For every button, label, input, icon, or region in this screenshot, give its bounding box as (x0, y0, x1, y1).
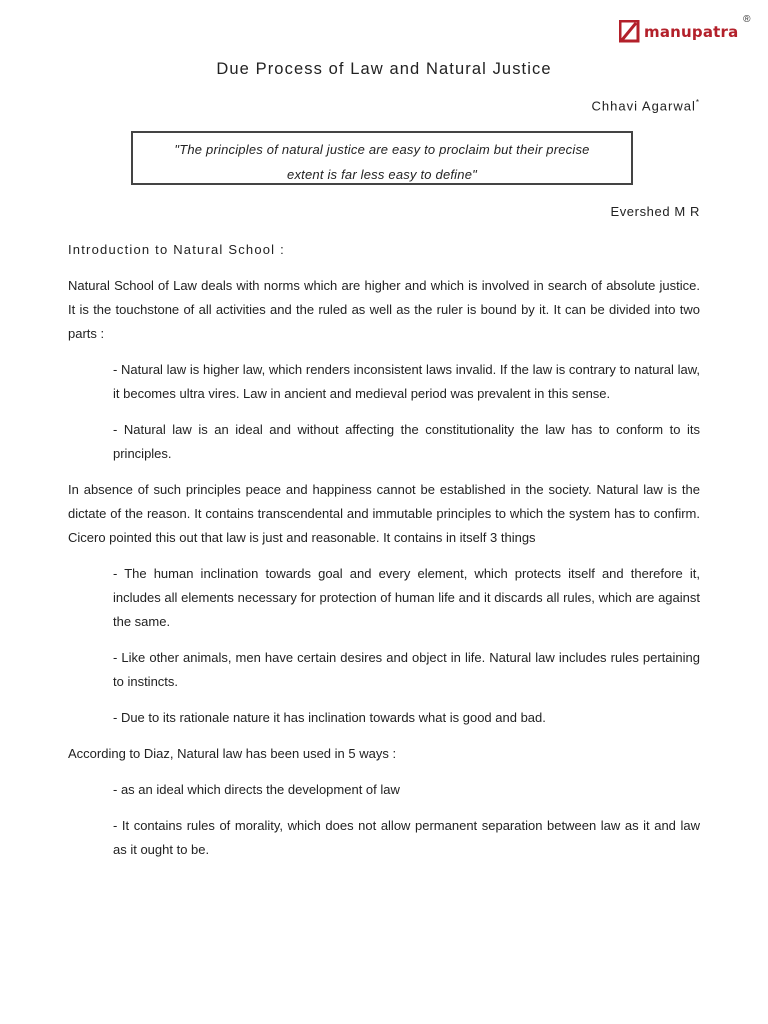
bullet-paragraph: - Due to its rationale nature it has inclination towards what is good and bad. (113, 710, 546, 725)
section-heading: Introduction to Natural School : (68, 242, 285, 257)
bullet-paragraph: - as an ideal which directs the development of law (113, 782, 400, 797)
manupatra-logo (619, 14, 751, 44)
bullet-paragraph: - It contains rules of morality, which does not allow permanent separation between law as it and law as it ought to be. (113, 818, 700, 857)
bullet-paragraph: - The human inclination towards goal and every element, which protects itself and therefore it, includes all elements necessary for protection of human life and it discards all rules, which are against the same. (113, 566, 700, 629)
author-line (592, 98, 700, 113)
brand-name: manupatra (644, 23, 739, 41)
epigraph-attribution: Evershed M R (610, 204, 700, 219)
bullet-paragraph: - Natural law is an ideal and without affecting the constitutionality the law has to conform to its principles. (113, 422, 700, 461)
paragraph: In absence of such principles peace and happiness cannot be established in the society. Natural law is the dictate of the reason. It contains transcendental and immutable principles to which the system has to confirm. Cicero pointed this out that law is just and reasonable. It contains in itself 3 things (68, 482, 700, 545)
epigraph-box (131, 131, 633, 185)
bullet-paragraph: - Natural law is higher law, which renders inconsistent laws invalid. If the law is contrary to natural law, it becomes ultra vires. Law in ancient and medieval period was prevalent in this sense. (113, 362, 700, 401)
document-body (68, 238, 700, 874)
manupatra-logo-icon (619, 20, 641, 44)
registered-mark: ® (743, 14, 751, 25)
document-title: Due Process of Law and Natural Justice (216, 60, 552, 78)
bullet-paragraph: - Like other animals, men have certain desires and object in life. Natural law includes rules pertaining to instincts. (113, 650, 700, 689)
author-footnote-mark: * (695, 98, 700, 107)
paragraph: Natural School of Law deals with norms which are higher and which is involved in search of absolute justice. It is the touchstone of all activities and the ruled as well as the ruler is bound by it. It can be divided into two parts : (68, 278, 700, 341)
author-name: Chhavi Agarwal (591, 98, 696, 114)
epigraph-line-2: extent is far less easy to define" (287, 167, 477, 182)
epigraph-line-1: "The principles of natural justice are easy to proclaim but their precise (174, 142, 590, 157)
paragraph: According to Diaz, Natural law has been used in 5 ways : (68, 746, 397, 761)
